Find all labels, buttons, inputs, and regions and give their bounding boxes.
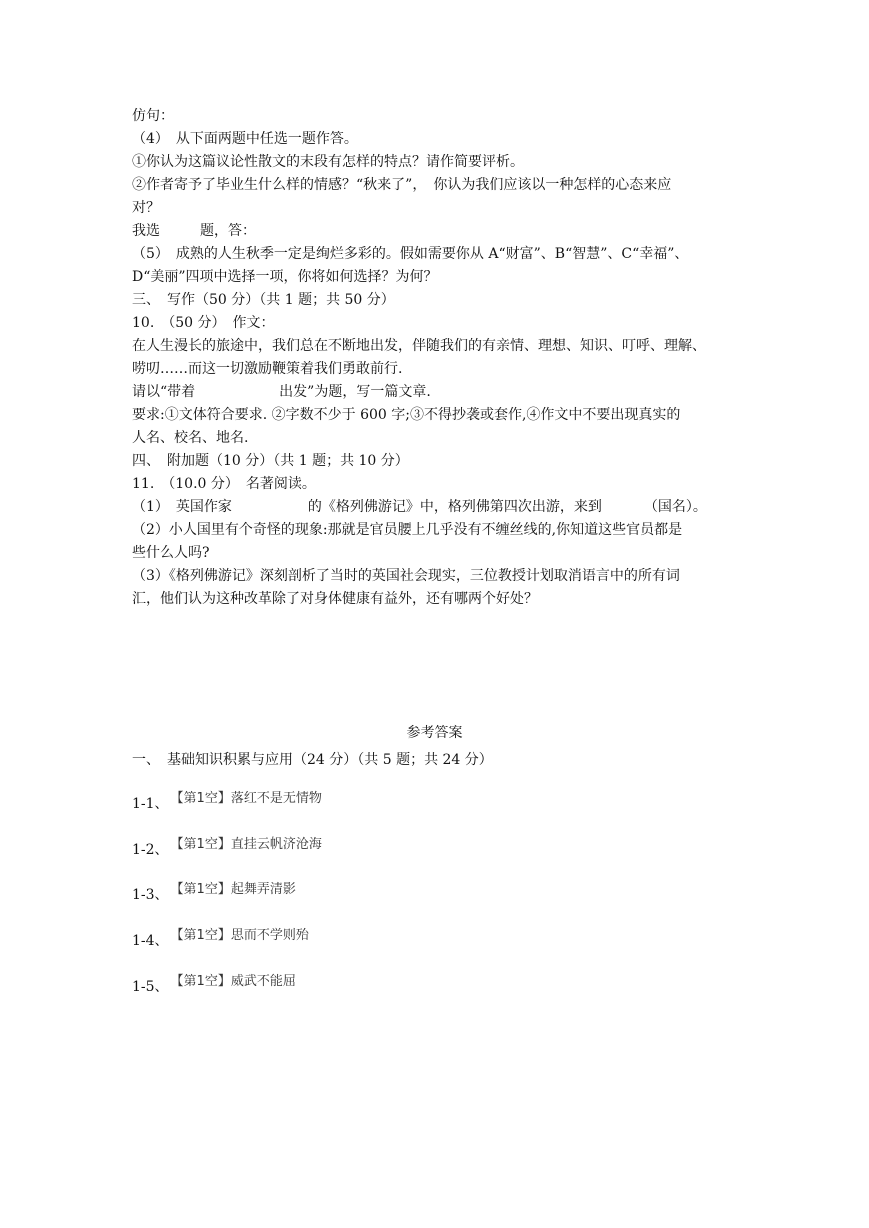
answer-row: [132, 791, 322, 815]
q10-title: 10. （50 分） 作文：: [132, 315, 275, 331]
answer-row: [132, 974, 296, 998]
answer-prefix: 我选: [132, 223, 160, 239]
q9-part4-answer-line: [132, 221, 742, 241]
imitation-sentence-label: 仿句：: [132, 108, 174, 124]
q10-prompt-line1: 在人生漫长的旅途中，我们总在不断地出发，伴随我们的有亲情、理想、知识、叮呼、理解、: [132, 338, 706, 354]
q9-part5-line2: D“美丽”四项中选择一项，你将如何选择？为何？: [132, 269, 438, 285]
topic-suffix: 出发”为题，写一篇文章.: [279, 384, 431, 400]
answer-text: 【第1空】落红不是无情物: [170, 791, 322, 806]
answer-row: [132, 882, 296, 906]
q10-requirements-line1: 要求:①文体符合要求. ②字数不少于 600 字;③不得抄袭或套作,④作文中不要出现真实的: [132, 407, 681, 423]
answer-number: 1-1、: [132, 796, 169, 812]
answer-text: 【第1空】思而不学则殆: [170, 928, 309, 943]
q9-part4-option2-line1: ②作者寄予了毕业生什么样的情感？“秋来了”， 你认为我们应该以一种怎样的心态来应: [132, 177, 672, 193]
q11-part1-c: （国名）。: [643, 499, 707, 515]
answer-row: [132, 837, 322, 861]
answer-number: 1-3、: [132, 887, 169, 903]
q11-part2-line2: 些什么人吗?: [132, 545, 210, 561]
q9-part4-option1: ①你认为这篇议论性散文的末段有怎样的特点？请作简要评析。: [132, 154, 524, 170]
q10-requirements-line2: 人名、校名、地名.: [132, 430, 249, 446]
q11-part1-b: 的《格列佛游记》中，格列佛第四次出游，来到: [307, 499, 602, 515]
q11-part2-line1: （2）小人国里有个奇怪的现象:那就是官员腰上几乎没有不缠丝线的,你知道这些官员都是: [132, 522, 683, 538]
answer-number: 1-4、: [132, 933, 169, 949]
q9-part4-title: （4） 从下面两题中任选一题作答。: [132, 131, 358, 147]
section4-heading: 四、 附加题（10 分）（共 1 题；共 10 分）: [132, 453, 409, 469]
answers-section1-heading: 一、 基础知识积累与应用（24 分）（共 5 题；共 24 分）: [132, 752, 493, 768]
answer-text: 【第1空】起舞弄清影: [170, 882, 296, 897]
q11-part1: [132, 497, 742, 517]
q9-part5-line1: （5） 成熟的人生秋季一定是绚烂多彩的。假如需要你从 A“财富”、B“智慧”、C“幸福”、: [132, 246, 689, 262]
answer-row: [132, 928, 309, 952]
answer-key-title: 参考答案: [406, 725, 463, 741]
q11-part1-a: （1） 英国作家: [132, 499, 232, 515]
answer-number: 1-2、: [132, 842, 169, 858]
q11-part3-line1: （3）《格列佛游记》深刻剖析了当时的英国社会现实，三位教授计划取消语言中的所有词: [132, 568, 680, 584]
answer-number: 1-5、: [132, 979, 169, 995]
q9-part4-option2-line2: 对？: [132, 200, 160, 216]
q11-title: 11. （10.0 分） 名著阅读。: [132, 476, 316, 492]
answer-text: 【第1空】威武不能屈: [170, 974, 296, 989]
section3-heading: 三、 写作（50 分）（共 1 题；共 50 分）: [132, 292, 395, 308]
answer-suffix: 题，答：: [200, 223, 256, 239]
q10-topic-line: [132, 382, 742, 402]
answer-text: 【第1空】直挂云帆济沧海: [170, 837, 322, 852]
topic-prefix: 请以“带着: [132, 384, 196, 400]
q10-prompt-line2: 唠叨……而这一切激励鞭策着我们勇敢前行.: [132, 361, 403, 377]
q11-part3-line2: 汇，他们认为这种改革除了对身体健康有益外，还有哪两个好处？: [132, 591, 538, 607]
